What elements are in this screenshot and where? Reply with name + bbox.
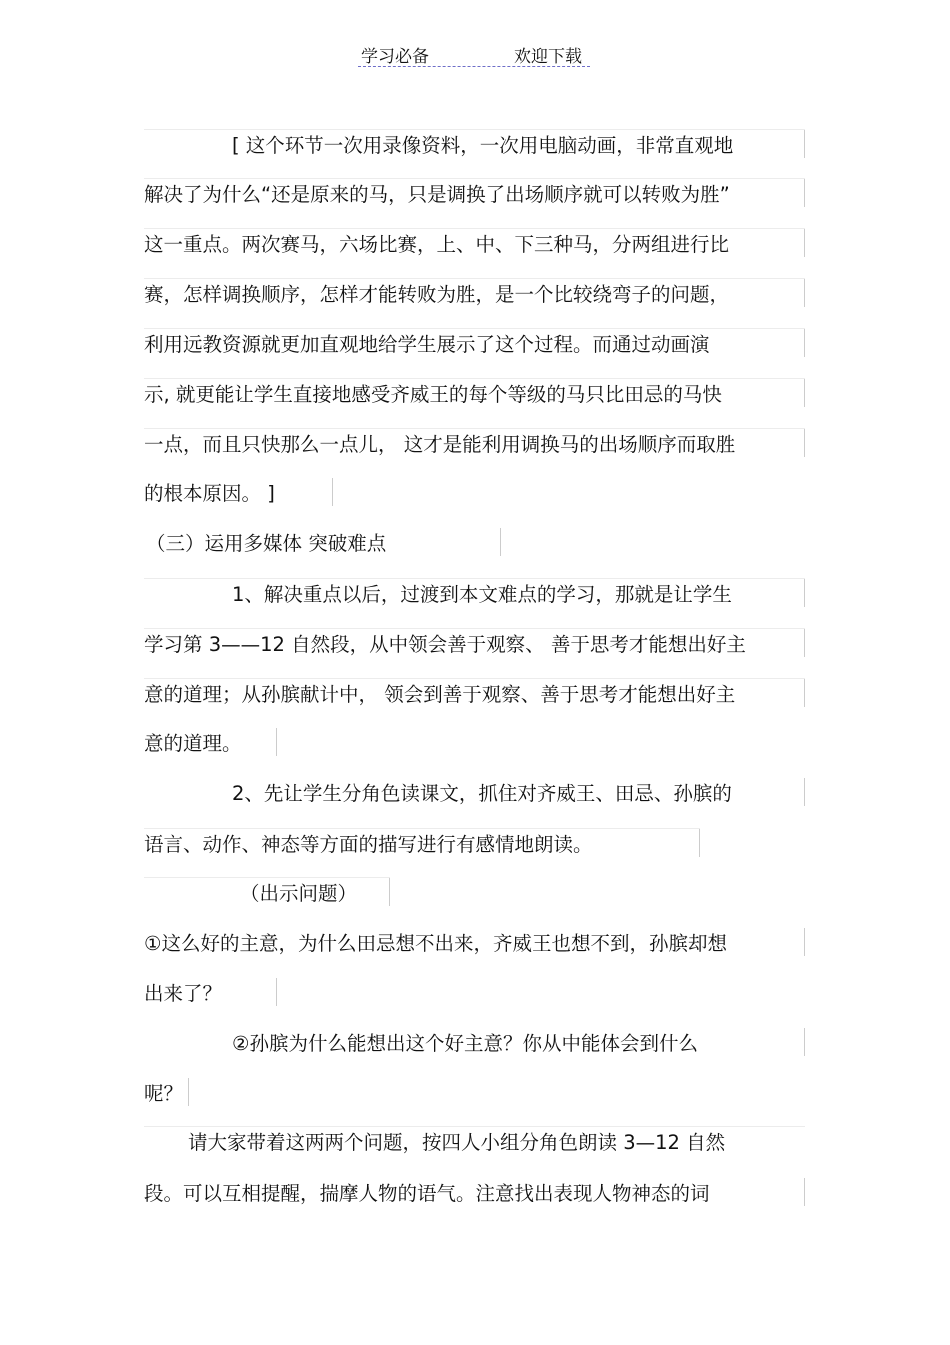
line-text: （出示问题）: [240, 882, 358, 905]
paragraph-line: [144, 928, 805, 976]
paragraph-line: [144, 278, 805, 326]
paragraph-line: [144, 678, 805, 726]
section-heading: [144, 528, 502, 576]
paragraph-line: [144, 828, 700, 876]
line-text: 赛，怎样调换顺序，怎样才能转败为胜，是一个比较绕弯子的问题，: [144, 283, 730, 306]
line-end-mark: [804, 1028, 805, 1056]
line-text: 1、解决重点以后，过渡到本文难点的学习，那就是让学生: [232, 583, 732, 606]
line-text: 利用远教资源就更加直观地给学生展示了这个过程。而通过动画演: [144, 333, 710, 356]
line-end-mark: [332, 478, 333, 506]
line-end-mark: [804, 1178, 805, 1206]
line-text: 意的道理。: [144, 732, 242, 755]
line-text: 示, 就更能让学生直接地感受齐威王的每个等级的马只比田忌的马快: [144, 383, 722, 406]
line-text: （三）运用多媒体 突破难点: [146, 532, 387, 555]
line-end-mark: [804, 329, 805, 357]
line-text: 2、先让学生分角色读课文，抓住对齐威王、田忌、孙膑的: [232, 782, 732, 805]
line-end-mark: [188, 1078, 189, 1106]
paragraph-line: [144, 728, 278, 776]
paragraph-line: [144, 1028, 805, 1076]
line-end-mark: [389, 878, 390, 906]
line-text: 这一重点。两次赛马，六场比赛，上、中、下三种马，分两组进行比: [144, 233, 730, 256]
line-text: 出来了？: [144, 982, 223, 1005]
line-end-mark: [804, 579, 805, 607]
line-text: 段。可以互相提醒，揣摩人物的语气。注意找出表现人物神态的词: [144, 1182, 710, 1205]
paragraph-line: [144, 578, 805, 626]
paragraph-line: [144, 178, 805, 226]
line-text: 解决了为什么“还是原来的马，只是调换了出场顺序就可以转败为胜”: [144, 183, 730, 206]
line-end-mark: [804, 379, 805, 407]
header-right-text: 欢迎下载: [514, 47, 582, 67]
paragraph-line: [144, 877, 390, 925]
header-left-text: 学习必备: [361, 47, 429, 67]
line-text: 请大家带着这两两个问题，按四人小组分角色朗读 3—12 自然: [188, 1131, 726, 1154]
line-end-mark: [276, 728, 277, 756]
page-header: [358, 40, 590, 67]
paragraph-line: [144, 778, 805, 826]
paragraph-line: [144, 328, 805, 376]
paragraph-line: [144, 1178, 805, 1226]
paragraph-line: [144, 428, 805, 476]
line-end-mark: [500, 528, 501, 556]
paragraph-line: [144, 978, 278, 1026]
line-text: [ 这个环节一次用录像资料，一次用电脑动画，非常直观地: [232, 134, 734, 157]
paragraph-line: [144, 628, 805, 676]
line-end-mark: [804, 629, 805, 657]
line-end-mark: [804, 429, 805, 457]
line-end-mark: [804, 130, 805, 158]
line-text: 的根本原因。 ]: [144, 482, 275, 505]
paragraph-line: [144, 129, 805, 177]
line-text: 呢？: [144, 1082, 184, 1105]
line-text: 一点，而且只快那么一点儿， 这才是能利用调换马的出场顺序而取胜: [144, 433, 736, 456]
line-text: ①这么好的主意，为什么田忌想不出来，齐威王也想不到，孙膑却想: [144, 932, 727, 955]
line-end-mark: [804, 679, 805, 707]
line-end-mark: [804, 928, 805, 956]
paragraph-line: [144, 378, 805, 426]
paragraph-line: [144, 478, 334, 526]
line-end-mark: [699, 829, 700, 857]
paragraph-line: [144, 1126, 805, 1174]
line-text: 意的道理；从孙膑献计中， 领会到善于观察、善于思考才能想出好主: [144, 683, 736, 706]
paragraph-line: [144, 1078, 190, 1126]
line-text: 语言、动作、神态等方面的描写进行有感情地朗读。: [144, 833, 593, 856]
line-text: 学习第 3——12 自然段，从中领会善于观察、 善于思考才能想出好主: [144, 633, 746, 656]
line-end-mark: [804, 229, 805, 257]
line-end-mark: [804, 778, 805, 806]
paragraph-line: [144, 228, 805, 276]
line-end-mark: [804, 179, 805, 207]
line-text: ②孙膑为什么能想出这个好主意？你从中能体会到什么: [232, 1032, 698, 1055]
line-end-mark: [804, 279, 805, 307]
line-end-mark: [276, 978, 277, 1006]
